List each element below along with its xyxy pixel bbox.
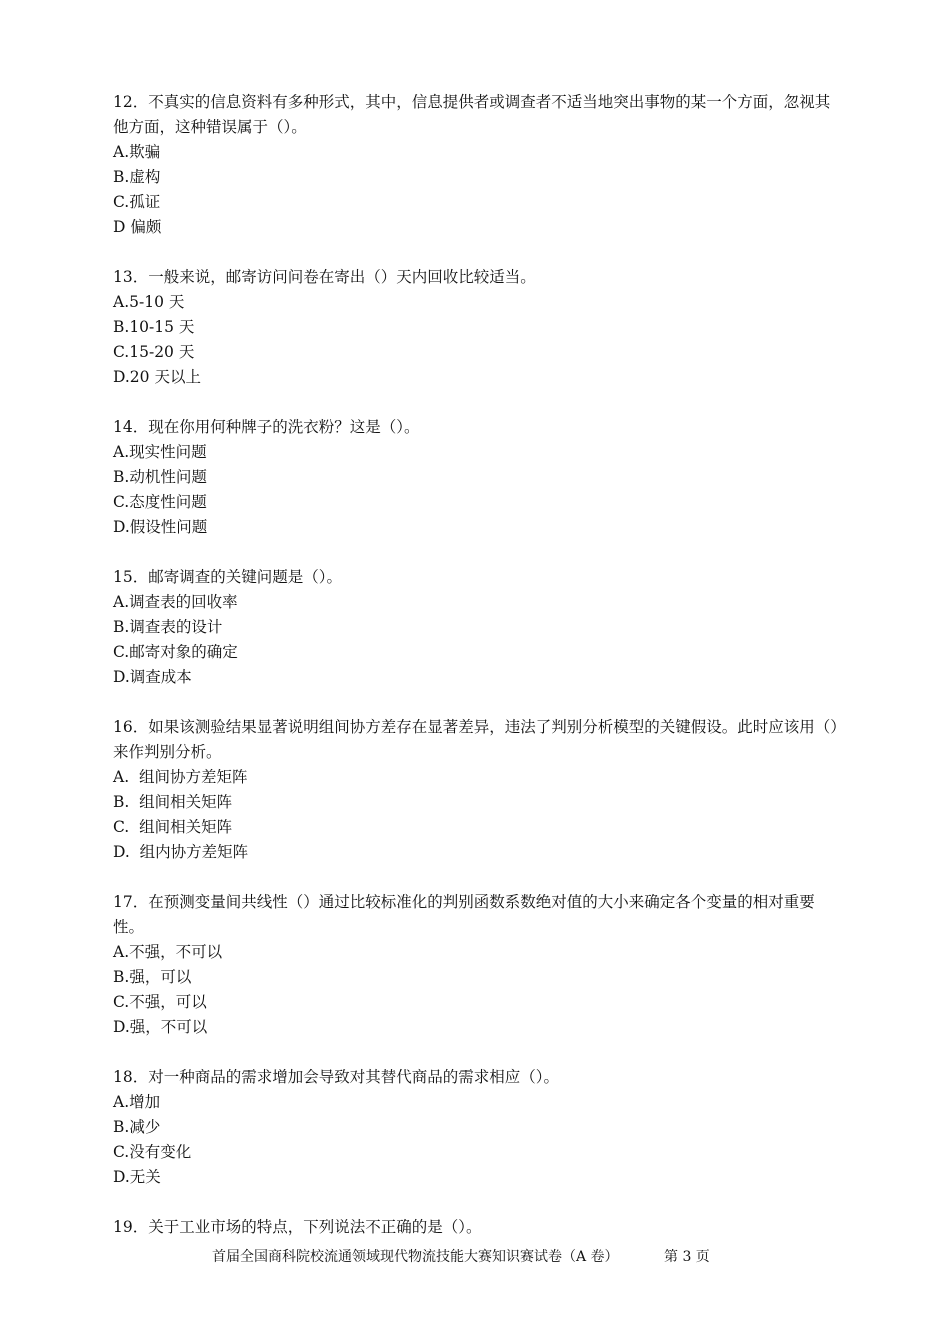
option-c: C.邮寄对象的确定 (113, 643, 238, 661)
option-d: D.无关 (113, 1168, 161, 1186)
option-a: A. 组间协方差矩阵 (113, 768, 248, 786)
option-d: D.调查成本 (113, 668, 192, 686)
question-text: 14．现在你用何种牌子的洗衣粉？这是（）。 (113, 418, 420, 436)
option-c: C.不强，可以 (113, 993, 207, 1011)
option-b: B.虚构 (113, 168, 161, 186)
question-12 (113, 90, 843, 240)
question-16 (113, 715, 843, 865)
question-13 (113, 265, 843, 390)
question-14 (113, 415, 843, 540)
option-a: A.调查表的回收率 (113, 593, 238, 611)
option-a: A.5-10 天 (113, 293, 185, 311)
question-list (113, 90, 843, 1265)
option-d: D.假设性问题 (113, 518, 208, 536)
option-b: B.动机性问题 (113, 468, 207, 486)
option-c: C.15-20 天 (113, 343, 195, 361)
question-text: 15．邮寄调查的关键问题是（）。 (113, 568, 342, 586)
option-b: B.10-15 天 (113, 318, 195, 336)
page-number: 第 3 页 (664, 1249, 710, 1265)
option-a: A.增加 (113, 1093, 161, 1111)
option-d: D.20 天以上 (113, 368, 201, 386)
question-15 (113, 565, 843, 690)
question-text: 19．关于工业市场的特点，下列说法不正确的是（）。 (113, 1218, 482, 1236)
option-b: B.减少 (113, 1118, 161, 1136)
option-c: C.没有变化 (113, 1143, 192, 1161)
option-d: D.强，不可以 (113, 1018, 208, 1036)
option-a: A.欺骗 (113, 143, 161, 161)
option-d: D 偏颇 (113, 218, 162, 236)
question-text: 13．一般来说，邮寄访问问卷在寄出（）天内回收比较适当。 (113, 268, 536, 286)
option-a: A.不强，不可以 (113, 943, 223, 961)
question-18 (113, 1065, 843, 1190)
question-19 (113, 1215, 843, 1240)
option-c: C.孤证 (113, 193, 161, 211)
question-17 (113, 890, 843, 1040)
question-text: 17．在预测变量间共线性（）通过比较标准化的判别函数系数绝对值的大小来确定各个变量的相对重要性。 (113, 893, 815, 936)
option-a: A.现实性问题 (113, 443, 207, 461)
option-c: C.态度性问题 (113, 493, 207, 511)
question-text: 18．对一种商品的需求增加会导致对其替代商品的需求相应（）。 (113, 1068, 559, 1086)
option-b: B. 组间相关矩阵 (113, 793, 233, 811)
question-text: 12．不真实的信息资料有多种形式，其中，信息提供者或调查者不适当地突出事物的某一个方面，忽视其他方面，这种错误属于（）。 (113, 93, 831, 136)
option-c: C. 组间相关矩阵 (113, 818, 233, 836)
option-b: B.强，可以 (113, 968, 192, 986)
option-b: B.调查表的设计 (113, 618, 223, 636)
footer-title: 首届全国商科院校流通领域现代物流技能大赛知识赛试卷（A 卷） (212, 1249, 619, 1265)
question-text: 16．如果该测验结果显著说明组间协方差存在显著差异，违法了判别分析模型的关键假设。此时应该用（）来作判别分析。 (113, 718, 838, 761)
option-d: D. 组内协方差矩阵 (113, 843, 249, 861)
